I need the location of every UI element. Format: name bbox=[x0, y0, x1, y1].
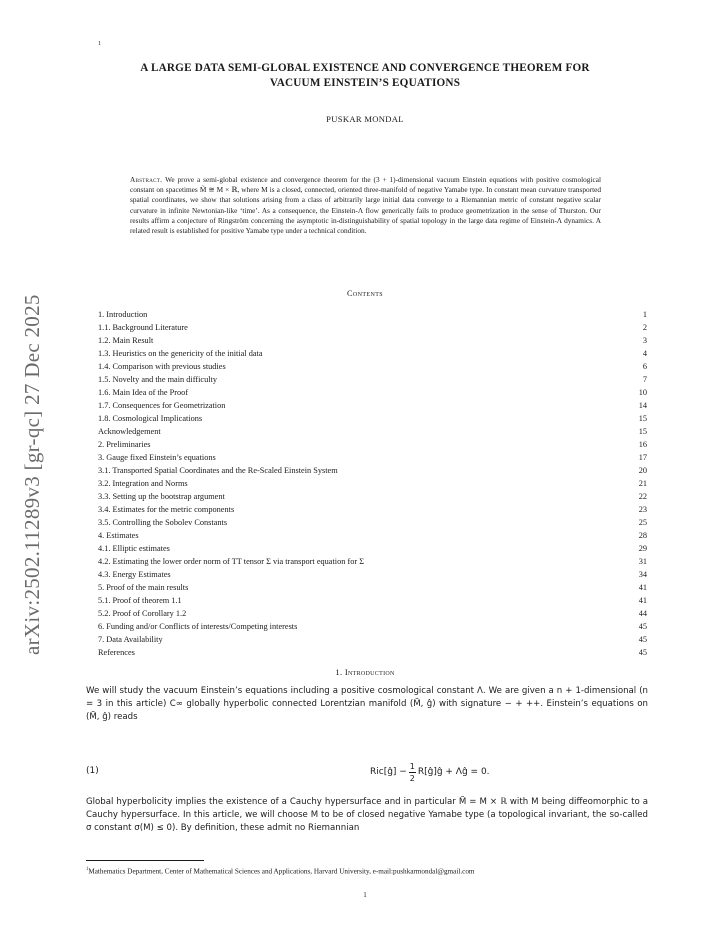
toc-entry-page: 45 bbox=[638, 648, 647, 657]
fraction-denominator: 2 bbox=[409, 773, 415, 783]
fraction-numerator: 1 bbox=[409, 761, 415, 771]
toc-entry-page: 20 bbox=[638, 466, 647, 475]
toc-entry-label: 7. Data Availability bbox=[98, 635, 163, 644]
section-number: 1. bbox=[335, 667, 343, 677]
toc-entry-label: 5.1. Proof of theorem 1.1 bbox=[98, 596, 182, 605]
title-line-2: VACUUM EINSTEIN’S EQUATIONS bbox=[269, 77, 461, 89]
section-heading bbox=[80, 667, 650, 677]
toc-entry-label: 4.2. Estimating the lower order norm of TT tensor Σ via transport equation for Σ bbox=[98, 557, 365, 566]
toc-entry-page: 45 bbox=[638, 635, 647, 644]
toc-entry-page: 15 bbox=[638, 427, 647, 436]
arxiv-identifier: arXiv:2502.11289v3 [gr-qc] 27 Dec 2025 bbox=[20, 294, 44, 655]
toc-entry-page: 2 bbox=[642, 323, 647, 332]
toc-entry-label: Acknowledgement bbox=[98, 427, 161, 436]
toc-entry-page: 31 bbox=[638, 557, 647, 566]
footnote-text: Mathematics Department, Center of Mathematical Sciences and Applications, Harvard University, e-mail:pushkarmondal@gmail.com bbox=[88, 867, 475, 876]
toc-entry-page: 21 bbox=[638, 479, 647, 488]
toc-entry-label: 4.3. Energy Estimates bbox=[98, 570, 171, 579]
toc-entry[interactable] bbox=[98, 607, 647, 620]
toc-entry-label: 1.4. Comparison with previous studies bbox=[98, 362, 226, 371]
toc-entry-label: 5.2. Proof of Corollary 1.2 bbox=[98, 609, 187, 618]
abstract-text: We prove a semi-global existence and convergence theorem for the (3 + 1)-dimensional vacuum Einstein equations with positive cosmological constant on spacetimes M̃ ≅ M × ℝ, where M is a closed, connected, oriented three-manifold of negative Yamabe type. In constant mean curvature transported spatial coordinates, we show that solutions arising from a class of arbitrarily large initial data converge to a Riemannian metric of constant negative scalar curvature in infinite Newtonian-like ‘time’. As a consequence, the Einstein-Λ flow generically fails to produce geometrization in the sense of Thurston. Our results affirm a conjecture of Ringström concerning the asymptotic in-distinguishability of spatial topology in the large data regime of Einstein-Λ dynamics. A related result is established for positive Yamabe type under a technical condition. bbox=[130, 175, 601, 236]
toc-entry-label: 1.3. Heuristics on the genericity of the initial data bbox=[98, 349, 263, 358]
author-name: PUSKAR MONDAL bbox=[326, 114, 404, 124]
toc-entry[interactable] bbox=[98, 399, 647, 412]
toc-entry-page: 23 bbox=[638, 505, 647, 514]
toc-entry-label: 1.6. Main Idea of the Proof bbox=[98, 388, 189, 397]
toc-entry-label: 1. Introduction bbox=[98, 310, 148, 319]
toc-entry[interactable] bbox=[98, 503, 647, 516]
toc-entry[interactable] bbox=[98, 321, 647, 334]
equation-fraction bbox=[409, 762, 416, 783]
toc-entry[interactable] bbox=[98, 490, 647, 503]
toc-entry-page: 3 bbox=[642, 336, 647, 345]
equation-1 bbox=[86, 757, 648, 787]
section-title: Introduction bbox=[344, 667, 395, 677]
toc-entry[interactable] bbox=[98, 529, 647, 542]
toc-entry-page: 22 bbox=[638, 492, 647, 501]
toc-entry-label: 6. Funding and/or Conflicts of interests/Competing interests bbox=[98, 622, 298, 631]
equation-lhs: Ric[ĝ] − bbox=[370, 767, 407, 777]
toc-entry[interactable] bbox=[98, 620, 647, 633]
toc-entry-page: 29 bbox=[638, 544, 647, 553]
toc-entry[interactable] bbox=[98, 308, 647, 321]
toc-entry-label: 1.2. Main Result bbox=[98, 336, 154, 345]
toc-entry[interactable] bbox=[98, 646, 647, 659]
equation-body bbox=[370, 757, 490, 787]
toc-entry[interactable] bbox=[98, 633, 647, 646]
toc-entry-page: 16 bbox=[638, 440, 647, 449]
toc-entry-page: 41 bbox=[638, 596, 647, 605]
toc-entry-label: 4.1. Elliptic estimates bbox=[98, 544, 170, 553]
toc-entry[interactable] bbox=[98, 451, 647, 464]
toc-entry[interactable] bbox=[98, 373, 647, 386]
toc-entry-label: 3.1. Transported Spatial Coordinates and the Re-Scaled Einstein System bbox=[98, 466, 338, 475]
abstract bbox=[130, 175, 601, 236]
abstract-label: Abstract. bbox=[130, 175, 163, 184]
toc-entry[interactable] bbox=[98, 464, 647, 477]
toc-entry-page: 15 bbox=[638, 414, 647, 423]
toc-entry[interactable] bbox=[98, 347, 647, 360]
toc-entry-page: 45 bbox=[638, 622, 647, 631]
intro-paragraph-2: Global hyperbolicity implies the existence of a Cauchy hypersurface and in particular M̃ = M × ℝ with M being diffeomorphic to a Cauchy hypersurface. In this article, we will choose M to be of closed negative Yamabe type (a topological invariant, the so-called σ constant σ(M) ≤ 0). By definition, these admit no Riemannian bbox=[86, 797, 648, 833]
toc-entry-label: 5. Proof of the main results bbox=[98, 583, 189, 592]
toc-entry-label: 3.5. Controlling the Sobolev Constants bbox=[98, 518, 228, 527]
title-line-1: A LARGE DATA SEMI-GLOBAL EXISTENCE AND CONVERGENCE THEOREM FOR bbox=[140, 62, 590, 74]
toc-entry[interactable] bbox=[98, 425, 647, 438]
toc-entry-page: 17 bbox=[638, 453, 647, 462]
toc-entry-page: 28 bbox=[638, 531, 647, 540]
toc-entry[interactable] bbox=[98, 568, 647, 581]
toc-entry-label: 3.4. Estimates for the metric components bbox=[98, 505, 235, 514]
equation-number: (1) bbox=[86, 766, 99, 776]
page-number: 1 bbox=[363, 891, 367, 899]
toc-entry-label: 3.3. Setting up the bootstrap argument bbox=[98, 492, 225, 501]
toc-entry[interactable] bbox=[98, 542, 647, 555]
toc-entry-label: 3. Gauge fixed Einstein’s equations bbox=[98, 453, 216, 462]
toc-entry-page: 4 bbox=[642, 349, 647, 358]
toc-entry[interactable] bbox=[98, 334, 647, 347]
toc-entry[interactable] bbox=[98, 386, 647, 399]
footnote bbox=[86, 865, 648, 876]
table-of-contents bbox=[98, 308, 647, 659]
toc-entry-page: 7 bbox=[642, 375, 647, 384]
toc-entry-page: 34 bbox=[638, 570, 647, 579]
toc-entry-page: 25 bbox=[638, 518, 647, 527]
toc-entry-label: 2. Preliminaries bbox=[98, 440, 151, 449]
footnote-mark: 1 bbox=[86, 867, 89, 872]
toc-entry-page: 41 bbox=[638, 583, 647, 592]
toc-entry[interactable] bbox=[98, 581, 647, 594]
toc-entry-label: References bbox=[98, 648, 135, 657]
toc-entry-label: 1.5. Novelty and the main difficulty bbox=[98, 375, 217, 384]
toc-entry-page: 14 bbox=[638, 401, 647, 410]
equation-rhs: R[ĝ]ĝ + Λĝ = 0. bbox=[417, 767, 490, 777]
toc-entry[interactable] bbox=[98, 438, 647, 451]
fraction-bar bbox=[409, 772, 416, 773]
toc-entry-page: 10 bbox=[638, 388, 647, 397]
toc-entry-label: 4. Estimates bbox=[98, 531, 139, 540]
toc-entry-page: 6 bbox=[642, 362, 647, 371]
toc-entry-page: 44 bbox=[638, 609, 647, 618]
title-footnote-mark: 1 bbox=[98, 41, 101, 47]
toc-entry[interactable] bbox=[98, 555, 647, 568]
toc-entry[interactable] bbox=[98, 516, 647, 529]
intro-paragraph-1: We will study the vacuum Einstein’s equations including a positive cosmological constant Λ. We are given a n + 1-dimensional (n = 3 in this article) C∞ globally hyperbolic connected Lorentzian manifold (M̃, ĝ) with signature − + ++. Einstein’s equations on (M̃, ĝ) reads bbox=[86, 686, 648, 722]
toc-entry[interactable] bbox=[98, 360, 647, 373]
contents-heading: Contents bbox=[346, 289, 384, 298]
toc-entry-label: 1.7. Consequences for Geometrization bbox=[98, 401, 226, 410]
toc-entry-label: 1.8. Cosmological Implications bbox=[98, 414, 203, 423]
toc-entry-page: 1 bbox=[642, 310, 647, 319]
toc-entry-label: 3.2. Integration and Norms bbox=[98, 479, 188, 488]
paper-title bbox=[80, 61, 650, 91]
footnote-rule bbox=[86, 860, 204, 861]
toc-entry-label: 1.1. Background Literature bbox=[98, 323, 188, 332]
toc-entry[interactable] bbox=[98, 594, 647, 607]
toc-entry[interactable] bbox=[98, 477, 647, 490]
toc-entry[interactable] bbox=[98, 412, 647, 425]
